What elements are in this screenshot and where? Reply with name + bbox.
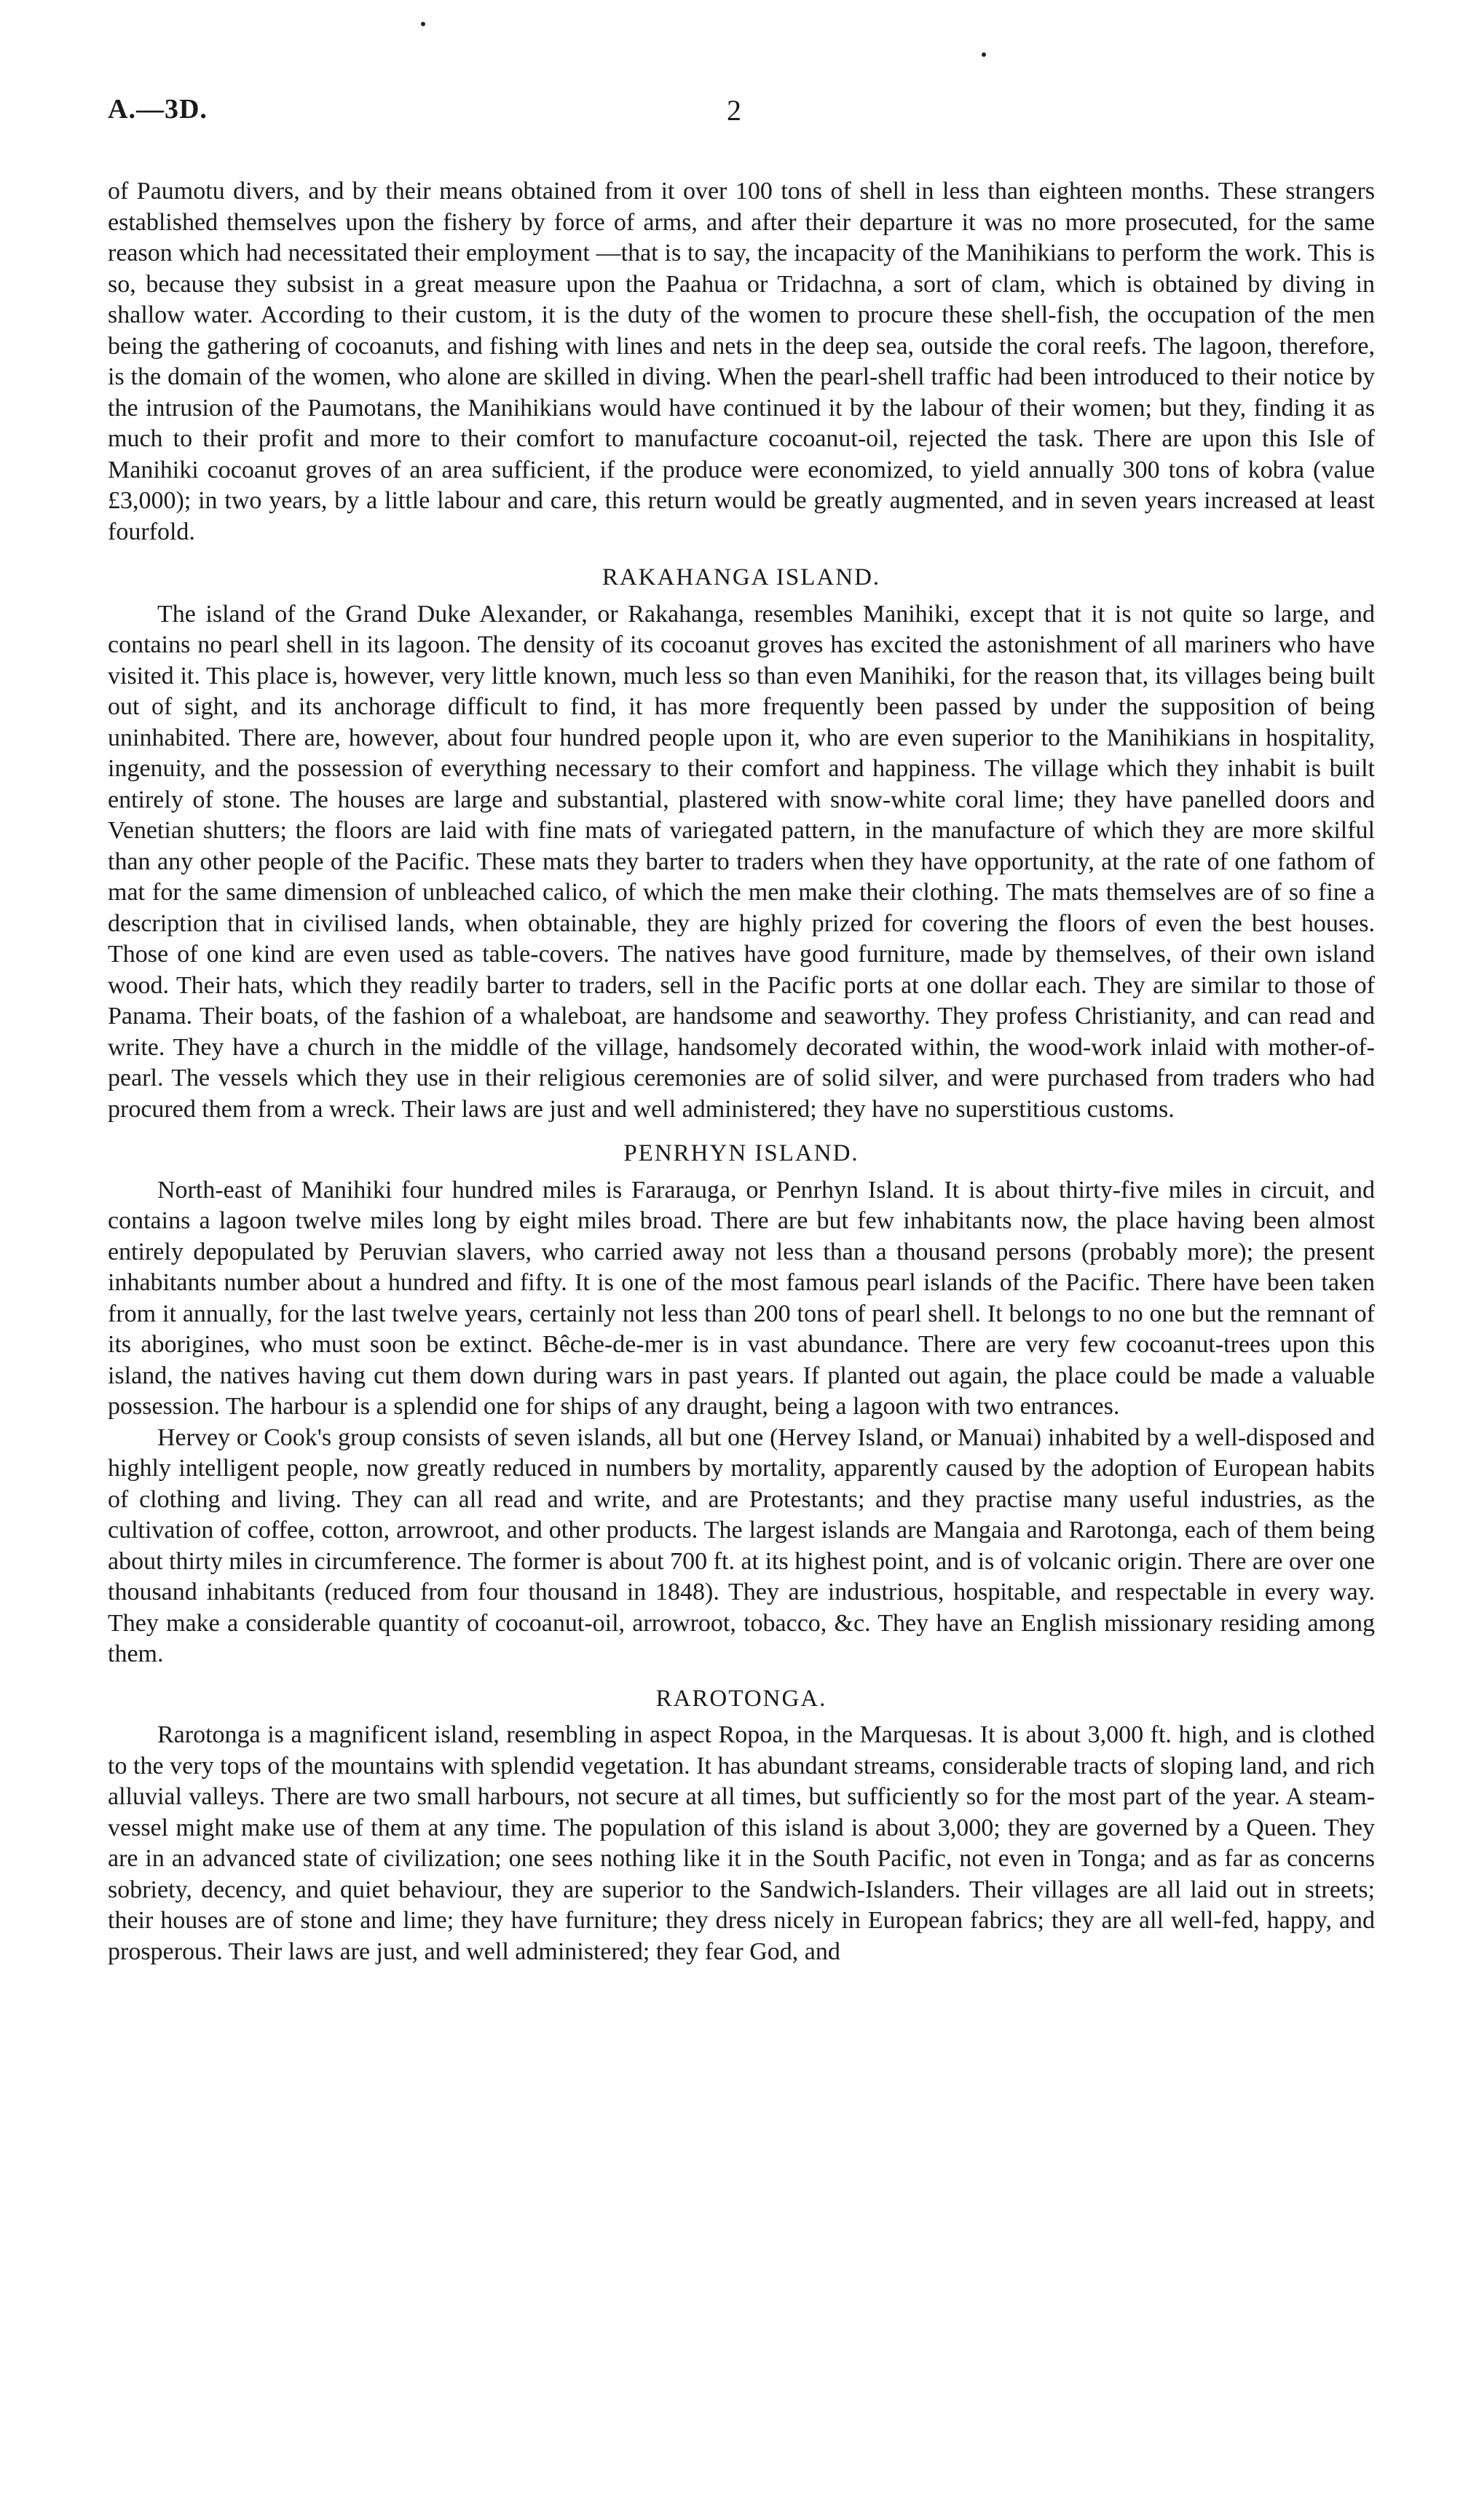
paragraph: Rarotonga is a magnificent island, resembling in aspect Ropoa, in the Marquesas. It is about 3,000 ft. high, and is clothed to the very tops of the mountains with splendid vegetation. It has abundant streams, considerable tracts of sloping land, and rich alluvial valleys. There are two small harbours, not secure at all times, but sufficiently so for the most part of the year. A steam-vessel might make use of them at any time. The population of this island is about 3,000; they are governed by a Queen. They are in an advanced state of civilization; one sees nothing like it in the South Pacific, not even in Tonga; and as far as concerns sobriety, decency, and quiet behaviour, they are superior to the Sandwich-Islanders. Their villages are all laid out in streets; their houses are of stone and lime; they have furniture; they dress nicely in European fabrics; they are all well-fed, happy, and prosperous. Their laws are just, and well administered; they fear God, and — [108, 1721, 1375, 1965]
page-header — [108, 93, 1375, 137]
section-penrhyn — [108, 1138, 1375, 1670]
section-manihiki-continued — [108, 176, 1375, 548]
section-heading: RAKAHANGA ISLAND. — [602, 564, 881, 590]
section-rakahanga — [108, 562, 1375, 1125]
paragraph: North-east of Manihiki four hundred miles is Fararauga, or Penrhyn Island. It is about thirty-five miles in circuit, and contains a lagoon twelve miles long by eight miles broad. There are but few inhabitants now, the place having been almost entirely depopulated by Peruvian slavers, who carried away not less than a thousand persons (probably more); the present inhabitants number about a hundred and fifty. It is one of the most famous pearl islands of the Pacific. There have been taken from it annually, for the last twelve years, certainly not less than 200 tons of pearl shell. It belongs to no one but the remnant of its aborigines, who must soon be extinct. Bêche-de-mer is in vast abundance. There are very few cocoanut-trees upon this island, the natives having cut them down during wars in past years. If planted out again, the place could be made a valuable possession. The harbour is a splendid one for ships of any draught, being a lagoon with two entrances. — [108, 1176, 1375, 1420]
page-body — [108, 176, 1375, 1967]
print-speck — [982, 52, 986, 57]
section-heading: RAROTONGA. — [655, 1685, 827, 1712]
paragraph: Hervey or Cook's group consists of seven islands, all but one (Hervey Island, or Manuai) inhabited by a well-disposed and highly intelligent people, now greatly reduced in numbers by mortality, apparently caused by the adoption of European habits of clothing and living. They can all read and write, and are Protestants; and they practise many useful industries, as the cultivation of coffee, cotton, arrowroot, and other products. The largest islands are Mangaia and Rarotonga, each of them being about thirty miles in circumference. The former is about 700 ft. at its highest point, and is of volcanic origin. There are over one thousand inhabitants (reduced from four thousand in 1848). They are industrious, hospitable, and respectable in every way. They make a considerable quantity of cocoanut-oil, arrowroot, tobacco, &c. They have an English missionary residing among them. — [108, 1423, 1375, 1667]
print-speck — [421, 22, 425, 26]
section-heading: PENRHYN ISLAND. — [623, 1140, 859, 1166]
section-rarotonga — [108, 1683, 1375, 1968]
paragraph: The island of the Grand Duke Alexander, or Rakahanga, resembles Manihiki, except that it is not quite so large, and contains no pearl shell in its lagoon. The density of its cocoanut groves has excited the astonishment of all mariners who have visited it. This place is, however, very little known, much less so than even Manihiki, for the reason that, its villages being built out of sight, and its anchorage difficult to find, it has more frequently been passed by under the supposition of being uninhabited. There are, however, about four hundred people upon it, who are even superior to the Manihikians in hospitality, ingenuity, and the possession of everything necessary to their comfort and happiness. The village which they inhabit is built entirely of stone. The houses are large and substantial, plastered with snow-white coral lime; they have panelled doors and Venetian shutters; the floors are laid with fine mats of variegated pattern, in the manufacture of which they are more skilful than any other people of the Pacific. These mats they barter to traders when they have opportunity, at the rate of one fathom of mat for the same dimension of unbleached calico, of which the men make their clothing. The mats themselves are of so fine a description that in civilised lands, when obtainable, they are highly prized for covering the floors of even the best houses. Those of one kind are even used as table-covers. The natives have good furniture, made by themselves, of their own island wood. Their hats, which they readily barter to traders, sell in the Pacific ports at one dollar each. They are similar to those of Panama. Their boats, of the fashion of a whaleboat, are handsome and seaworthy. They profess Christianity, and can read and write. They have a church in the middle of the village, handsomely decorated within, the wood-work inlaid with mother-of-pearl. The vessels which they use in their religious ceremonies are of solid silver, and were purchased from traders who had procured them from a wreck. Their laws are just and well administered; they have no superstitious customs. — [108, 600, 1375, 1123]
paragraph: of Paumotu divers, and by their means obtained from it over 100 tons of shell in less than eighteen months. These strangers established themselves upon the fishery by force of arms, and after their departure it was no more prosecuted, for the same reason which had necessitated their employment —that is to say, the incapacity of the Manihikians to perform the work. This is so, because they subsist in a great measure upon the Paahua or Tridachna, a sort of clam, which is obtained by diving in shallow water. According to their custom, it is the duty of the women to procure these shell-fish, the occupation of the men being the gathering of cocoanuts, and fishing with lines and nets in the deep sea, outside the coral reefs. The lagoon, therefore, is the domain of the women, who alone are skilled in diving. When the pearl-shell traffic had been introduced to their notice by the intrusion of the Paumotans, the Manihikians would have continued it by the labour of their women; but they, finding it as much to their profit and more to their comfort to manufacture cocoanut-oil, rejected the task. There are upon this Isle of Manihiki cocoanut groves of an area sufficient, if the produce were economized, to yield annually 300 tons of kobra (value £3,000); in two years, by a little labour and care, this return would be greatly augmented, and in seven years increased at least fourfold. — [108, 178, 1375, 545]
document-reference: A.—3D. — [108, 94, 208, 125]
page-number: 2 — [727, 94, 741, 127]
